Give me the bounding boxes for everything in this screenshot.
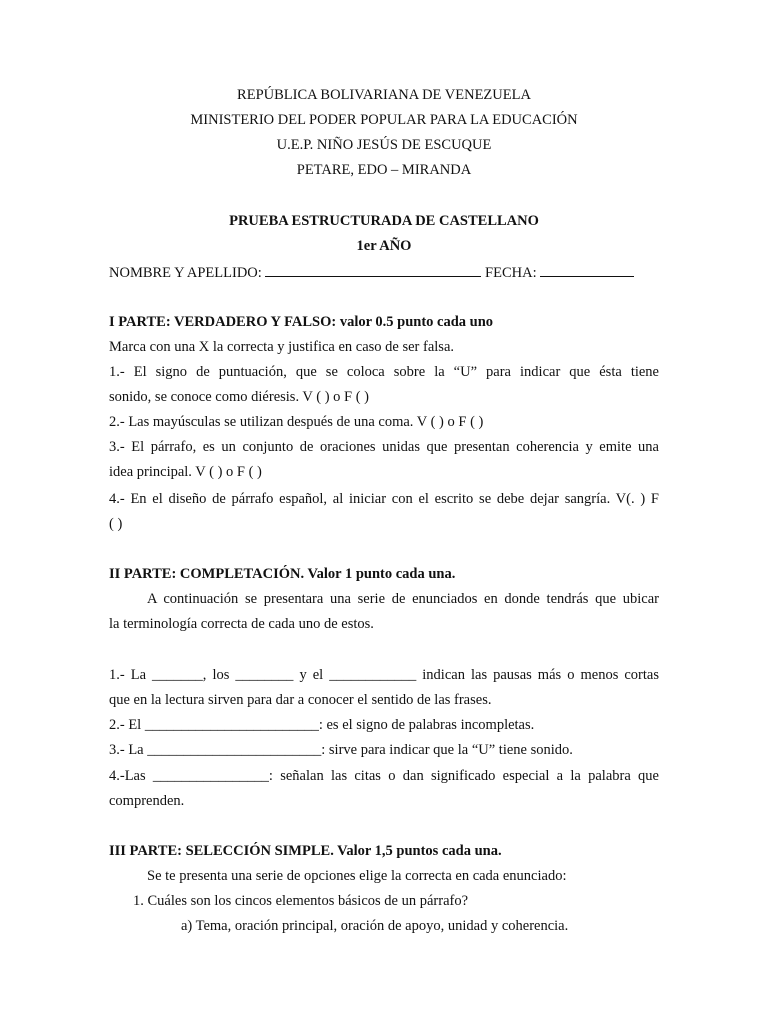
- part1-heading: I PARTE: VERDADERO Y FALSO: valor 0.5 punto cada uno: [109, 314, 494, 330]
- date-field[interactable]: [540, 262, 634, 277]
- part3-q1: 1. Cuáles son los cincos elementos básicos de un párrafo?: [133, 893, 469, 909]
- part1-q4-line1: 4.- En el diseño de párrafo español, al iniciar con el escrito se debe dejar sangría. V(. ) F: [109, 491, 659, 507]
- part2-intro-line2: la terminología correcta de cada uno de estos.: [109, 616, 374, 632]
- part1-q1-line2: sonido, se conoce como diéresis. V ( ) o F ( ): [109, 389, 370, 405]
- part2-q4-line1: 4.-Las ________________: señalan las citas o dan significado especial a la palabra que: [109, 768, 659, 784]
- part1-q1-line1: 1.- El signo de puntuación, que se coloca sobre la “U” para indicar que ésta tiene: [109, 364, 659, 380]
- part3-intro: Se te presenta una serie de opciones elige la correcta en cada enunciado:: [147, 868, 567, 884]
- name-label: NOMBRE Y APELLIDO:: [109, 265, 262, 281]
- exam-title: PRUEBA ESTRUCTURADA DE CASTELLANO: [229, 213, 539, 229]
- part2-intro-line1: A continuación se presentara una serie de enunciados en donde tendrás que ubicar: [147, 591, 659, 607]
- part2-q2: 2.- El ________________________: es el signo de palabras incompletas.: [109, 717, 535, 733]
- part2-q3: 3.- La ________________________: sirve para indicar que la “U” tiene sonido.: [109, 742, 573, 758]
- part3-q1-option-a: a) Tema, oración principal, oración de apoyo, unidad y coherencia.: [181, 918, 569, 934]
- exam-grade: 1er AÑO: [356, 238, 412, 254]
- part1-instruction: Marca con una X la correcta y justifica en caso de ser falsa.: [109, 339, 455, 355]
- date-label: FECHA:: [485, 265, 537, 281]
- part2-q1-line2: que en la lectura sirven para dar a conocer el sentido de las frases.: [109, 692, 492, 708]
- part3-heading: III PARTE: SELECCIÓN SIMPLE. Valor 1,5 puntos cada una.: [109, 843, 502, 859]
- header-country: REPÚBLICA BOLIVARIANA DE VENEZUELA: [237, 87, 531, 103]
- header-location: PETARE, EDO – MIRANDA: [296, 162, 472, 178]
- part1-q3-line2: idea principal. V ( ) o F ( ): [109, 464, 262, 480]
- header-school: U.E.P. NIÑO JESÚS DE ESCUQUE: [276, 137, 492, 153]
- student-info-line: [109, 262, 659, 283]
- part2-heading: II PARTE: COMPLETACIÓN. Valor 1 punto cada una.: [109, 566, 456, 582]
- header-ministry: MINISTERIO DEL PODER POPULAR PARA LA EDUCACIÓN: [190, 112, 578, 128]
- part2-q1-line1: 1.- La _______, los ________ y el ____________ indican las pausas más o menos cortas: [109, 667, 659, 683]
- name-field[interactable]: [265, 262, 481, 277]
- part1-q2: 2.- Las mayúsculas se utilizan después de una coma. V ( ) o F ( ): [109, 414, 484, 430]
- part2-q4-line2: comprenden.: [109, 793, 185, 809]
- part1-q3-line1: 3.- El párrafo, es un conjunto de oraciones unidas que presentan coherencia y emite una: [109, 439, 659, 455]
- part1-q4-line2: ( ): [109, 516, 123, 532]
